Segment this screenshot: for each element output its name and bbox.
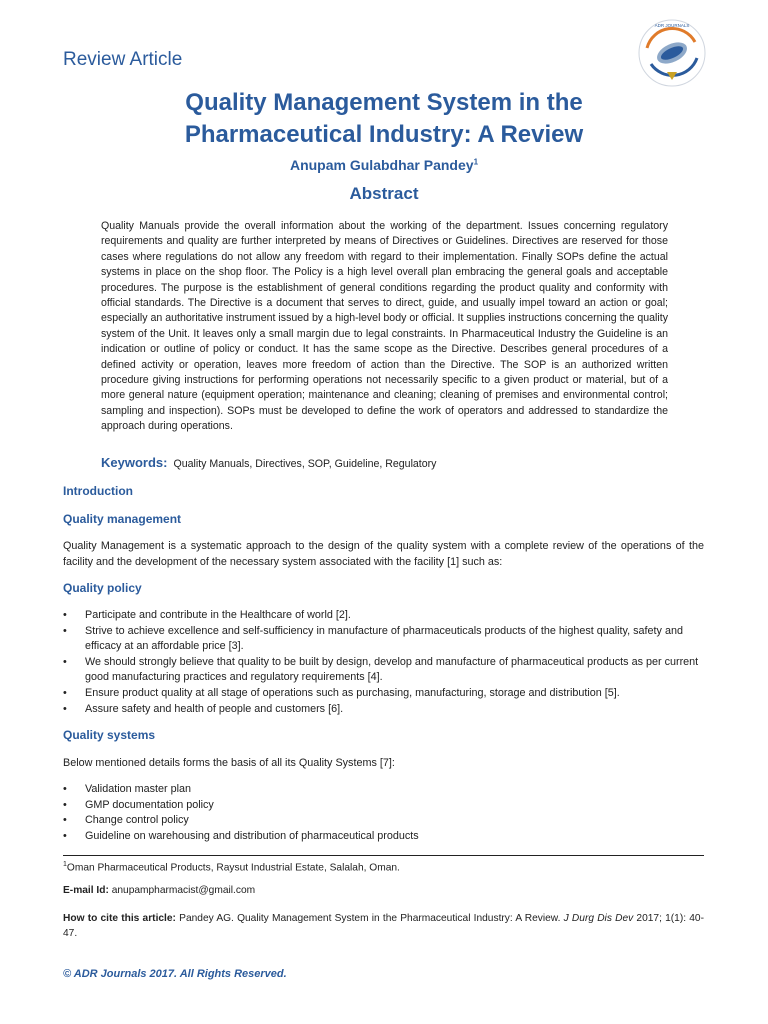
introduction-heading: Introduction [63, 484, 133, 498]
svg-text:ADR JOURNALS: ADR JOURNALS [654, 23, 690, 28]
list-item: • Validation master plan [63, 782, 708, 798]
affiliation-text: Oman Pharmaceutical Products, Raysut Industrial Estate, Salalah, Oman. [66, 862, 400, 874]
footnote-divider [63, 855, 704, 856]
quality-policy-list [63, 608, 708, 717]
keywords-label: Keywords: [101, 455, 168, 470]
citation-volume: 1(1): 40-47. [63, 913, 704, 939]
quality-systems-text: Below mentioned details forms the basis of all its Quality Systems [7]: [63, 757, 395, 769]
email-address[interactable]: anupampharmacist@gmail.com [111, 885, 256, 896]
journal-logo-icon [637, 18, 707, 88]
keywords-line [101, 455, 436, 470]
list-item: • Assure safety and health of people and customers [6]. [63, 702, 708, 718]
article-title-line-1: Quality Management System in the [185, 89, 583, 116]
quality-policy-heading: Quality policy [63, 581, 142, 595]
author-name [0, 157, 768, 173]
article-type-label: Review Article [63, 49, 183, 70]
quality-management-text: Quality Management is a systematic approach to the design of the quality system with a complete review of the operations of the facility and the development of the necessary system associated with the facility [1] such as: [63, 540, 704, 568]
abstract-text: Quality Manuals provide the overall information about the working of the department. Issues concerning regulatory requirements and quality are further interpreted by means of Directives or Guidelines. Directives are reserved for those cases where regulations do not allow any freedom with regard to their implementation. Finally SOPs define the actual systems in place on the shop floor. The Policy is a high level overall plan embracing the general goals and acceptable procedures. The purpose is the establishment of general conditions regarding the product quality and conformity with official standards. The Directive is a document that serves to direct, guide, and usually impel toward an action or goal; especially an authoritative instrument issued by a high-level body or official. It supplies instructions concerning the quality system of the Unit. It leaves only a small margin due to legal constraints. In Pharmaceutical Industry the Guideline is an indication or outline of policy or conduct. It has the same scope as the Directive. Describes general procedures of a defined activity or operation, leaves more freedom of action than the Directive. The SOP is an authorized written procedure giving instructions for performing operations not necessarily specific to a given product or material, but of a more general nature (equipment operation; maintenance and cleaning; cleaning of premises and environmental control; sampling and inspection). SOPs must be developed to define the work of operators and addressed to standardize the approach during operations. [101, 220, 668, 433]
quality-management-heading: Quality management [63, 512, 182, 526]
citation-journal: J Durg Dis Dev [563, 913, 634, 924]
quality-systems-list [63, 782, 708, 844]
keywords-text: Quality Manuals, Directives, SOP, Guideline, Regulatory [173, 458, 437, 470]
email-line [63, 883, 704, 898]
citation-line [63, 911, 704, 941]
affiliation-mark: 1 [63, 861, 67, 868]
citation-year: 2017; [636, 913, 662, 924]
article-title-line-2: Pharmaceutical Industry: A Review [184, 121, 584, 148]
affiliation-footnote [63, 857, 704, 875]
list-item: • Change control policy [63, 813, 708, 829]
email-label: E-mail Id: [63, 885, 109, 896]
list-item: • Ensure product quality at all stage of operations such as purchasing, manufacturing, storage and distribution [5]. [63, 686, 708, 702]
list-item: • Strive to achieve excellence and self-sufficiency in manufacture of pharmaceuticals products of the highest quality, safety and efficacy at an affordable price [3]. [63, 624, 708, 655]
author-affiliation-mark: 1 [473, 157, 479, 167]
citation-label: How to cite this article: [63, 913, 176, 924]
abstract-heading: Abstract [349, 184, 419, 203]
list-item: • GMP documentation policy [63, 798, 708, 814]
list-item: • Guideline on warehousing and distribution of pharmaceutical products [63, 829, 708, 845]
list-item: • We should strongly believe that quality to be built by design, develop and manufacture of pharmaceutical products as per current good manufacturing practices and regulatory requirements [4]. [63, 655, 708, 686]
citation-text: Pandey AG. Quality Management System in the Pharmaceutical Industry: A Review. [179, 913, 561, 924]
author-name-text: Anupam Gulabdhar Pandey [289, 157, 474, 173]
list-item: • Participate and contribute in the Healthcare of world [2]. [63, 608, 708, 624]
copyright-notice: © ADR Journals 2017. All Rights Reserved. [63, 968, 287, 980]
quality-systems-heading: Quality systems [63, 728, 156, 742]
